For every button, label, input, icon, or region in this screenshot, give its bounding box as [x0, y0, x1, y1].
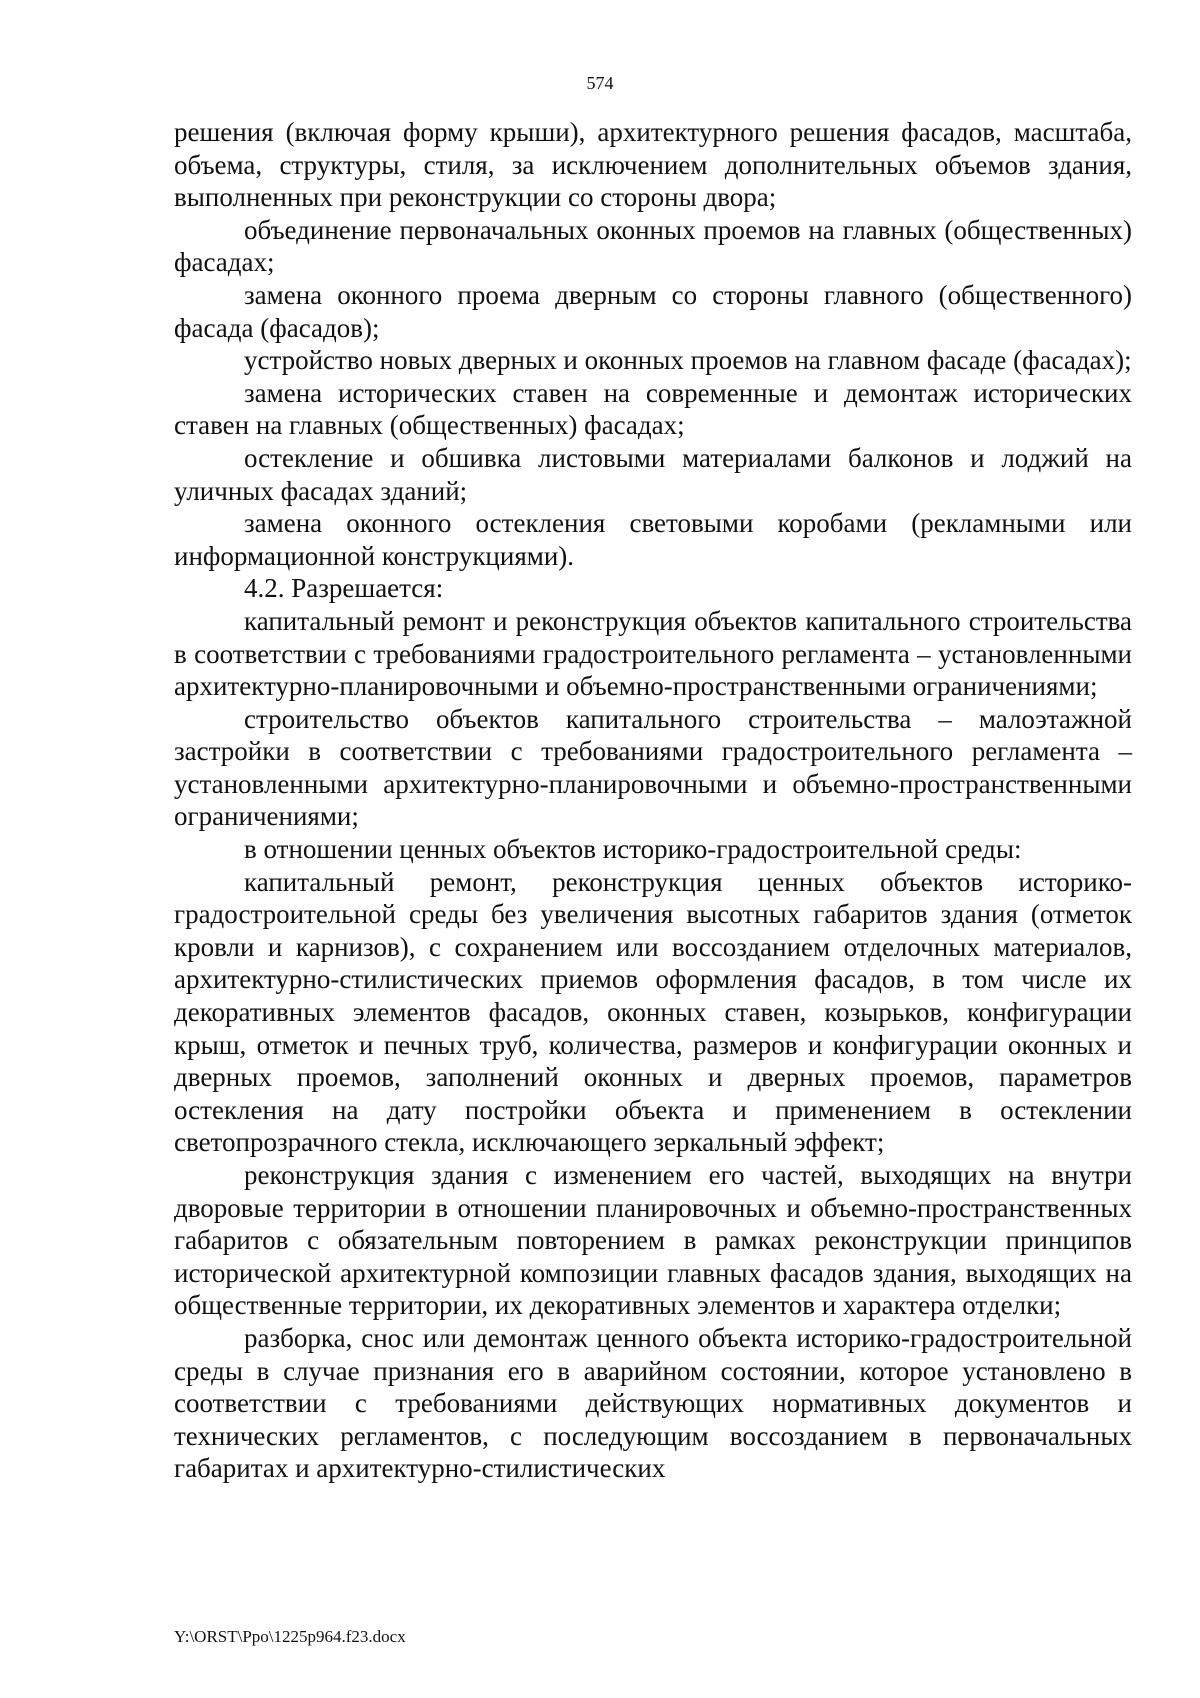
paragraph: устройство новых дверных и оконных проемов на главном фасаде (фасадах); [244, 345, 1132, 376]
paragraph: остекление и обшивка листовыми материалами балконов и лоджий на уличных фасадах зданий; [174, 442, 1132, 506]
paragraph: капитальный ремонт, реконструкция ценных объектов историко-градостроительной среды без увеличения высотных габаритов здания (отметок кровли и карнизов), с сохранением или воссозданием отделочных материалов, архитектурно-стилистических приемов оформления фасадов, в том числе их декоративных элементов фасадов, оконных ставен, козырьков, конфигурации крыш, отметок и печных труб, количества, размеров и конфигурации оконных и дверных проемов, заполнений оконных и дверных проемов, параметров остекления на дату постройки объекта и применением в остеклении светопрозрачного стекла, исключающего зеркальный эффект; [174, 866, 1132, 1158]
footer-file-path: Y:\ORST\Ppo\1225p964.f23.docx [174, 1627, 406, 1646]
page-number: 574 [586, 73, 614, 93]
paragraph: разборка, снос или демонтаж ценного объекта историко-градостроительной среды в случае признания его в аварийном состоянии, которое установлено в соответствии с требованиями действующих нормативных документов и технических регламентов, с последующим воссозданием в первоначальных габаритах и архитектурно-стилистических [174, 1322, 1132, 1484]
paragraph: в отношении ценных объектов историко-градостроительной среды: [244, 834, 1022, 865]
paragraph: строительство объектов капитального строительства – малоэтажной застройки в соответствии с требованиями градостроительного регламента – установленными архитектурно-планировочными и объемно-пространственными ограничениями; [174, 703, 1132, 832]
paragraph: капитальный ремонт и реконструкция объектов капитального строительства в соответствии с требованиями градостроительного регламента – установленными архитектурно-планировочными и объемно-пространственными ограничениями; [174, 605, 1132, 702]
paragraph: замена исторических ставен на современные и демонтаж исторических ставен на главных (общественных) фасадах; [174, 377, 1132, 441]
paragraph: замена оконного проема дверным со стороны главного (общественного) фасада (фасадов); [174, 279, 1132, 343]
paragraph-continuation: решения (включая форму крыши), архитектурного решения фасадов, масштаба, объема, структуры, стиля, за исключением дополнительных объемов здания, выполненных при реконструкции со стороны двора; [174, 117, 1132, 213]
paragraph: объединение первоначальных оконных проемов на главных (общественных) фасадах; [174, 214, 1132, 278]
section-heading: 4.2. Разрешается: [244, 573, 444, 604]
document-body [174, 116, 1132, 1485]
paragraph: реконструкция здания с изменением его частей, выходящих на внутри дворовые территории в отношении планировочных и объемно-пространственных габаритов с обязательным повторением в рамках реконструкции принципов исторической архитектурной композиции главных фасадов здания, выходящих на общественные территории, их декоративных элементов и характера отделки; [174, 1160, 1132, 1321]
paragraph: замена оконного остекления световыми коробами (рекламными или информационной конструкциями). [174, 508, 1132, 571]
